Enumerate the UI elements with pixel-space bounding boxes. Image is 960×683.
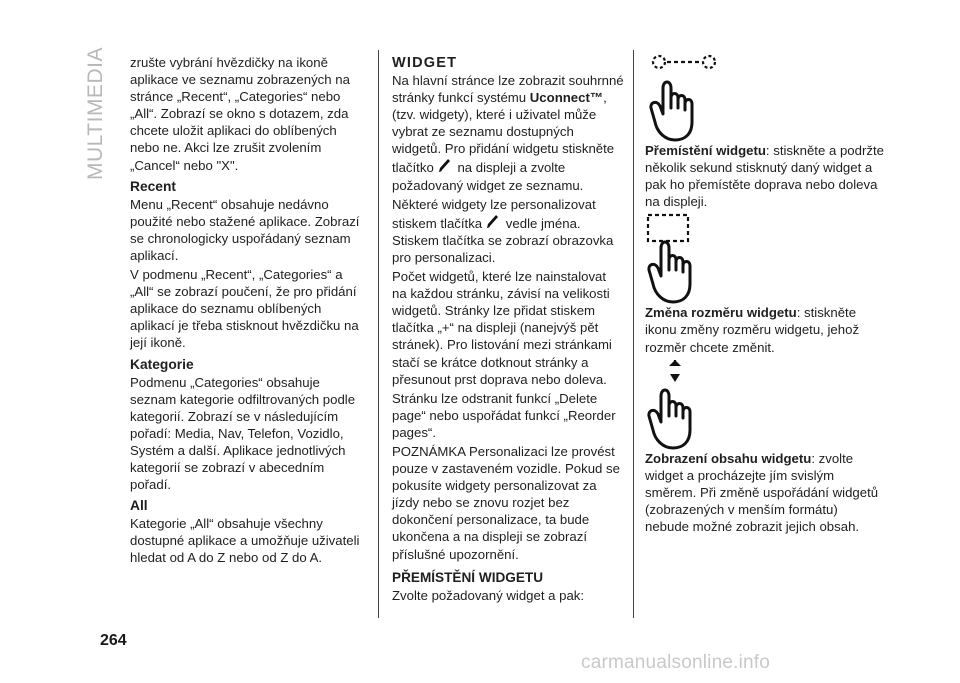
hand-drag-icon bbox=[645, 50, 735, 142]
note-paragraph: POZNÁMKA Personalizaci lze provést pouze v zastaveném vozidle. Pokud se pokusíte widgety personalizovat za jízdy nebo se znovu rozjet bez dokončení personalizace, ta bude ukončena a na displeji se zobrazí příslušné upozornění. bbox=[392, 443, 620, 562]
kategorie-paragraph: Podmenu „Categories“ obsahuje seznam kategorie odfiltrovaných podle kategorií. Zobrazí se v následujícím pořadí: Media, Nav, Telefon, Vozidlo, Systém a další. Aplikace jednotlivých kategorií se zobrazí v abecedním pořadí. bbox=[130, 374, 356, 493]
pencil-icon bbox=[484, 213, 500, 231]
resize-widget-paragraph: Změna rozměru widgetu: stiskněte ikonu změny rozměru widgetu, jehož rozměr chcete změnit. bbox=[645, 305, 860, 355]
move-widget-intro: Zvolte požadovaný widget a pak: bbox=[392, 587, 585, 603]
pencil-icon bbox=[436, 157, 452, 175]
kategorie-heading: Kategorie bbox=[130, 356, 194, 372]
recent-paragraph-1: Menu „Recent“ obsahuje nedávno použité nebo stažené aplikace. Zobrazí se chronologicky uspořádaný seznam aplikací. bbox=[130, 196, 360, 263]
recent-heading: Recent bbox=[130, 178, 177, 194]
section-side-title: MULTIMEDIA bbox=[84, 47, 107, 180]
column-2 bbox=[392, 54, 624, 606]
widget-heading: WIDGET bbox=[392, 55, 458, 71]
intro-paragraph: zrušte vybrání hvězdičky na ikoně aplikace ve seznamu zobrazených na stránce „Recent“, „Categories“ nebo „All“. Zobrazí se okno s dotazem, zda chcete uložit aplikaci do oblíbených nebo ne. Akci lze zrušit zvolením „Cancel“ nebo "X". bbox=[130, 55, 350, 173]
move-widget-paragraph: Přemístění widgetu: stiskněte a podržte několik sekund stisknutý daný widget a pak ho přemístěte doprava nebo doleva na displeji. bbox=[645, 143, 884, 210]
widget-paragraph-1: Na hlavní stránce lze zobrazit souhrnné stránky funkcí systému Uconnect™, (tzv. widgety), které i uživatel může vybrat ze seznamu dostupných widgetů. Pro přidání widgetu stiskněte tlačítko na displeji a zvolte požadovaný widget ze seznamu. bbox=[392, 73, 624, 193]
watermark: carmanualsonline.info bbox=[581, 652, 771, 673]
column-divider-1 bbox=[378, 50, 379, 618]
widget-paragraph-4: Stránku lze odstranit funkcí „Delete page“ nebo uspořádat funkcí „Reorder pages“. bbox=[392, 390, 616, 440]
widget-paragraph-3: Počet widgetů, které lze nainstalovat na každou stránku, závisí na velikosti widgetů. Stránky lze přidat stiskem tlačítka „+“ na displeji (nanejvýš pět stránek). Pro listování mezi stránkami stačí se krátce dotknout stránky a přesunout prst doprava nebo doleva. bbox=[392, 269, 612, 387]
column-divider-2 bbox=[633, 50, 634, 618]
move-widget-heading: PŘEMÍSTĚNÍ WIDGETU bbox=[392, 569, 544, 585]
all-paragraph: Kategorie „All“ obsahuje všechny dostupné aplikace a umožňuje uživateli hledat od A do Z nebo od Z do A. bbox=[130, 516, 360, 566]
view-widget-paragraph: Zobrazení obsahu widgetu: zvolte widget a procházejte jím svislým směrem. Při změně uspořádání widgetů (zobrazených v menším formátu) nebude možné zobrazit jejich obsah. bbox=[645, 450, 879, 535]
widget-paragraph-2: Některé widgety lze personalizovat stiskem tlačítka vedle jména. Stiskem tlačítka se zobrazí obrazovka pro personalizaci. bbox=[392, 196, 614, 265]
hand-scroll-icon bbox=[645, 358, 735, 450]
column-3 bbox=[645, 50, 885, 537]
recent-paragraph-2: V podmenu „Recent“, „Categories“ a „All“ se zobrazí poučení, že pro přidání aplikace do seznamu oblíbených aplikací je třeba stisknout hvězdičku na její ikoně. bbox=[130, 267, 359, 351]
all-heading: All bbox=[130, 498, 148, 514]
page-number: 264 bbox=[100, 632, 127, 649]
hand-resize-icon bbox=[645, 212, 735, 304]
column-1 bbox=[130, 54, 366, 568]
